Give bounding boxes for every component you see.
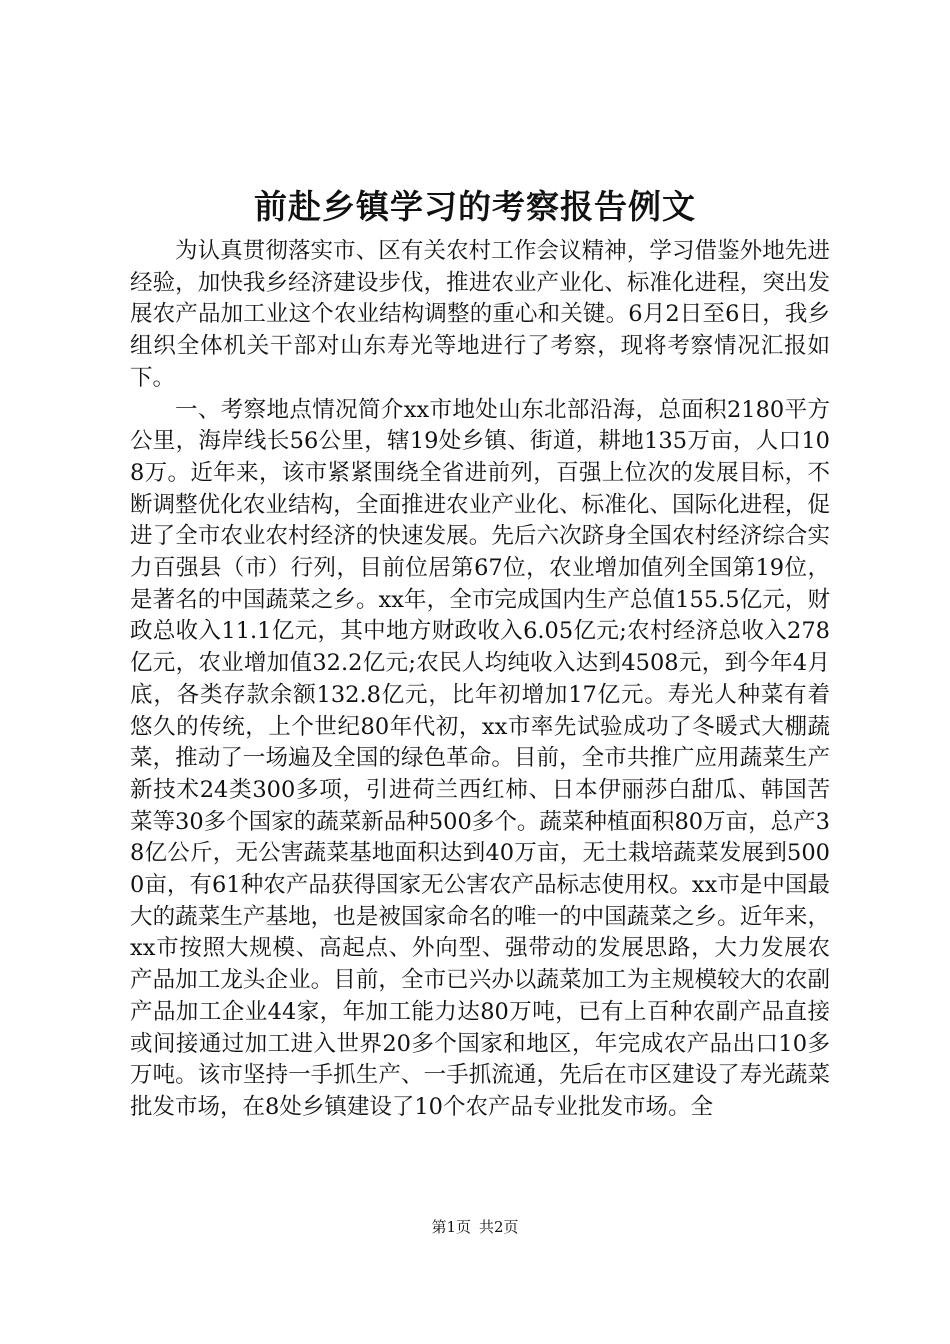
- document-body: [130, 236, 830, 1124]
- paragraph-section-1: 一、考察地点情况简介xx市地处山东北部沿海，总面积2180平方公里，海岸线长56公里，辖19处乡镇、街道，耕地135万亩，人口108万。近年来，该市紧紧围绕全省进前列，百强上位次的发展目标，不断调整优化农业结构，全面推进农业产业化、标准化、国际化进程，促进了全市农业农村经济的快速发展。先后六次跻身全国农村经济综合实力百强县（市）行列，目前位居第67位，农业增加值列全国第19位，是著名的中国蔬菜之乡。xx年，全市完成国内生产总值155.5亿元，财政总收入11.1亿元，其中地方财政收入6.05亿元;农村经济总收入278亿元，农业增加值32.2亿元;农民人均纯收入达到4508元，到今年4月底，各类存款余额132.8亿元，比年初增加17亿元。寿光人种菜有着悠久的传统，上个世纪80年代初，xx市率先试验成功了冬暖式大棚蔬菜，推动了一场遍及全国的绿色革命。目前，全市共推广应用蔬菜生产新技术24类300多项，引进荷兰西红柿、日本伊丽莎白甜瓜、韩国苦菜等30多个国家的蔬菜新品种500多个。蔬菜种植面积80万亩，总产38亿公斤，无公害蔬菜基地面积达到40万亩，无土栽培蔬菜发展到5000亩，有61种农产品获得国家无公害农产品标志使用权。xx市是中国最大的蔬菜生产基地，也是被国家命名的唯一的中国蔬菜之乡。近年来，xx市按照大规模、高起点、外向型、强带动的发展思路，大力发展农产品加工龙头企业。目前，全市已兴办以蔬菜加工为主规模较大的农副产品加工企业44家，年加工能力达80万吨，已有上百种农副产品直接或间接通过加工进入世界20多个国家和地区，年完成农产品出口10多万吨。该市坚持一手抓生产、一手抓流通，先后在市区建设了寿光蔬菜批发市场，在8处乡镇建设了10个农产品专业批发市场。全: [130, 396, 830, 1120]
- page-footer: [0, 1215, 950, 1239]
- page-number-total: 共2页: [479, 1218, 519, 1236]
- paragraph-intro: 为认真贯彻落实市、区有关农村工作会议精神，学习借鉴外地先进经验，加快我乡经济建设步伐，推进农业产业化、标准化进程，突出发展农产品加工业这个农业结构调整的重心和关键。6月2日至6日，我乡组织全体机关干部对山东寿光等地进行了考察，现将考察情况汇报如下。: [130, 238, 830, 391]
- document-title: 前赴乡镇学习的考察报告例文: [254, 187, 696, 226]
- page-number-current: 第1页: [431, 1218, 471, 1236]
